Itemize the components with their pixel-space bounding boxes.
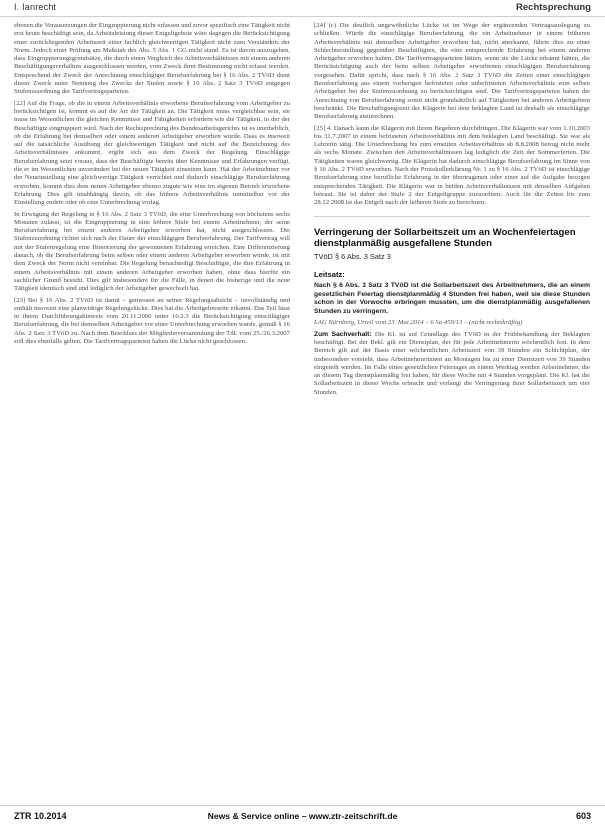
leitsatz-text: Nach § 6 Abs. 3 Satz 3 TVöD ist die Sollarbeitszeit des Arbeitnehmers, die an einem gesetzlichen Feiertag dienstplanmäßig 4 Stunden frei haben, weil sie diese Stunden schon in der Vorwoche erbringen mussten, um die dienstplanmäßig ausgefallenen Stunden zu verringern. [314,281,590,315]
right-column [314,22,590,400]
journal-issue: ZTR 10.2014 [14,811,67,821]
sachverhalt-heading: Zum Sachverhalt: [314,330,372,338]
running-header-section: I. Ianrecht [14,2,57,12]
body-paragraph: [24] (c) Die deutlich ungewöhnliche Lücke ist im Wege der ergänzenden Vertragsauslegung zu schließen. Würde die einschlägige Berufserfahrung, die ein Arbeitnehmer in einem früheren Arbeitsverhältnis mit demselben Arbeitgeber erworben hat, nicht anerkannt, führte dies zu einer Schlechterstellung gegenüber Beschäftigten, die eine entsprechende Erfahrung bei einem anderen Arbeitgeber erworben haben. Die Tarifvertragsparteien hätten, wenn sie die Lücke erkannt hätten, die Berücksichtigung auch der beim selben Arbeitgeber erworbenen einschlägigen Berufserfahrung vorgesehen. Dafür spricht, dass nach § 16 Abs. 2 Satz 3 TVöD die Zeiten einer einschlägigen Berufserfahrung aus einem vorherigen befristeten oder unbefristeten Arbeitsverhältnis zum selben Arbeitgeber bei der Stufenzuordnung zu berücksichtigen sind. Die Tarifvertragsparteien haben die Anrechnung von Berufserfahrung somit nicht grundsätzlich auf Tätigkeiten bei anderen Arbeitgebern beschränkt. Die Beschäftigungszeit der Klägerin bei dem beklagten Land ist deshalb als einschlägige Berufserfahrung anzurechnen. [314,22,590,121]
section-divider [314,216,590,217]
running-header [0,0,605,17]
body-paragraph: In Erwägung der Regelung in § 16 Abs. 2 Satz 3 TVöD, die eine Unterbrechung von höchstens sechs Monaten zulässt, ist die Eingruppierung in eine höhere Stufe bei einem Arbeitnehmer, der seine Berufserfahrung bei einem anderen Arbeitgeber erworben hat, nicht ausgeschlossen. Die Stufenzuordnung richtet sich nach der Dauer der einschlägigen Berufserfahrung. Der Tarifvertrag will mit der Stufenregelung eine Honorierung der gewonnenen Erfahrung erreichen. Eine Differenzierung danach, ob die Berufserfahrung beim selben oder einem anderen Arbeitgeber erworben wurde, ist mit dem Zweck der Norm nicht vereinbar. Die Regelung benachteiligt Beschäftigte, die ihre Erfahrung in einem Arbeitsverhältnis mit einem anderen Arbeitgeber erworben haben, ohne dass hierfür ein sachlicher Grund besteht. Dies gilt insbesondere für die Fälle, in denen die bisherige und die neue Tätigkeit identisch sind und lediglich der Arbeitgeber gewechselt hat. [14,210,290,293]
body-paragraph: [22] Auf die Frage, ob die in einem Arbeitsverhältnis erworbene Berufserfahrung vom Arbeitgeber zu berücksichtigen ist, kommt es auf die Art der Tätigkeit an. Die Tätigkeit muss vergleichbar sein, sie muss im Wesentlichen die gleichen Kenntnisse und Fähigkeiten erfordern wie die Tätigkeit, in der der Beschäftigte eingruppiert wird. Nach der Rechtsprechung des Bundesarbeitsgerichts ist es unerheblich, ob die Erfahrung bei demselben oder einem anderen Arbeitgeber erworben wurde. Dass es insoweit auf die tatsächliche Ausübung der gleichwertigen Tätigkeit und nicht auf die Bezeichnung des Arbeitsverhältnisses ankommt, ergibt sich aus dem Zweck der Regelung. Einschlägige Berufserfahrung setzt voraus, dass der Beschäftigte bereits über Kenntnisse und Erfahrungen verfügt, die er im Wesentlichen unverändert bei der neuen Tätigkeit einsetzen kann. Hat der Arbeitnehmer vor der Neueinstellung eine gleichwertige Tätigkeit verrichtet und dadurch einschlägige Berufserfahrung erworben, kommt dies dem neuen Arbeitgeber ebenso zugute wie eine im eigenen Betrieb erworbene Erfahrung. Dies gilt unabhängig davon, ob das frühere Arbeitsverhältnis unmittelbar vor der Einstellung endete oder ob eine Unterbrechung vorlag. [14,99,290,207]
sachverhalt-text: Die Kl. ist auf Grundlage des TVöD in der Frühbehandlung der Beklagten beschäftigt. Bei der Bekl. gilt ein Dienstplan, der für jede Arbeitnehmerin wöchentlich fest. In dem Bereich gilt auf der Basis einer wöchentlichen Arbeitszeit von 39 Stunden ein Schichtplan, der insbesondere vorsieht, dass Arbeitnehmerinnen an Montagen bis zu einer Dienstzeit von 39 Stunden eingeteilt werden. Im Falle eines gesetzlichen Feiertages an einem Werktag werden Arbeitnehmer, die an diesem Tag dienstplanmäßig frei haben, für diese Woche mit 4 Stunden vorgeplant. Die Kl. hat die Sollarbeitszeit in dieser Woche erbracht und verlangt die Verringerung ihrer Sollarbeitszeit um vier Stunden. [314,330,590,396]
journal-website: News & Service online – www.ztr-zeitschrift.de [207,811,398,821]
body-paragraph: [23] Bei § 16 Abs. 2 TVöD ist damit – gemessen an seiner Regelungsabsicht – unvollständig und enthält insoweit eine planwidrige Regelungslücke. Dies hat die Arbeitgeberseite erkannt. Das Teil lässt in ihrem Durchführungshinweis vom 20.11.2006 unter 10.2.3 die Berücksichtigung einschlägiger Berufserfahrung, die bei demselben Arbeitgeber vor einer Unterbrechung erworben wurde, gemäß § 16 Abs. 2 Satz 3 TVöD zu. Nach dem Beschluss der Mitgliederversammlung der TdL vom 25./26.3.2007 soll dies ebenfalls gelten. Die Tarifvertragsparteien haben die Lücke nicht geschlossen. [14,296,290,345]
statute-reference: TVöD § 6 Abs. 3 Satz 3 [314,252,391,262]
page-footer [0,805,605,828]
article-title: Verringerung der Sollarbeitszeit um an Wochenfeiertagen dienstplanmäßig ausgefallene Stunden [314,226,576,249]
body-paragraph: [25] 4. Danach kann die Klägerin mit ihrem Begehren durchdringen. Die Klägerin war vom 1.10.2003 bis 31.7.2007 in einem befristeten Arbeitsverhältnis mit dem beklagten Land beschäftigt. Sie war als Lehrerin tätig. Die Unterbrechung bis zum erneuten Arbeitsverhältnis ab 8.8.2008 betrug nicht mehr als sechs Monate. Zwischen den Arbeitsverhältnissen lag lediglich die Zeit der Sommerferien. Die Tätigkeiten waren gleichwertig. Die Klägerin hat dadurch einschlägige Berufserfahrung im Sinne von § 16 Abs. 2 TVöD erworben. Nach der Protokollerklärung Nr. 1 zu § 16 Abs. 2 TVöD ist einschlägige Berufserfahrung eine berufliche Erfahrung in der übertragenen oder einer auf die Aufgabe bezogen entsprechenden Tätigkeit. Die Klägerin war in beiden Arbeitsverhältnissen mit denselben Aufgaben betraut. Sie ist daher der Stufe 2 der Entgeltgruppe zuzuordnen. Auch für die Zeiten bis zum 28.12.2008 ist das Entgelt nach der höheren Stufe zu berechnen. [314,124,590,207]
page-number: 603 [575,811,591,821]
body-paragraph: ebenen die Vorausetzungen der Eingruppierung nicht erfassen und zuvor spezifisch eine Tätigkeit nicht erst heute beschäftigt sein, da Arbeitsleistung dieser Entgeltgebote wäre dagegen die Berücksichtigung einer zurückliegenden Arbeitszeit einer fachlich gleichwertigen Tätigkeit nicht zum Verständnis der Norm. Jedoch einer Prüfung am Maßstab des Abs. 5 Abs. 1 GG nicht stand. Es ist davon auszugehen, dass Eingruppierungsgrundsätze, die durch einen Vergleich des Arbeitsverhältnisses mit einem anderen Beschäftigungsverhältnis ausgeschlossen werden, vom Zweck ihrer Bestimmung nicht erfasst werden. Entsprechend der Zweck der Anrechnung einschlägiger Berufserfahrung bei § 16 Abs. 2 TVöD dient dieser Zweck unter Nennung des Zwecks der Stufen sowie § 16 Abs. 2 Satz 3 TVöD entgegen Stufenzuordnung der Tarifvertragsparteien. [14,22,290,96]
running-header-category: Rechtsprechung [516,2,591,13]
leitsatz-heading: Leitsatz: [314,269,345,279]
court-citation: LAG Nürnberg, Urteil vom 23. Mai 2014 – 6 Sa 459/13 – (nicht rechtskräftig) [314,319,523,327]
sachverhalt-paragraph [314,331,590,397]
left-column [14,22,290,349]
